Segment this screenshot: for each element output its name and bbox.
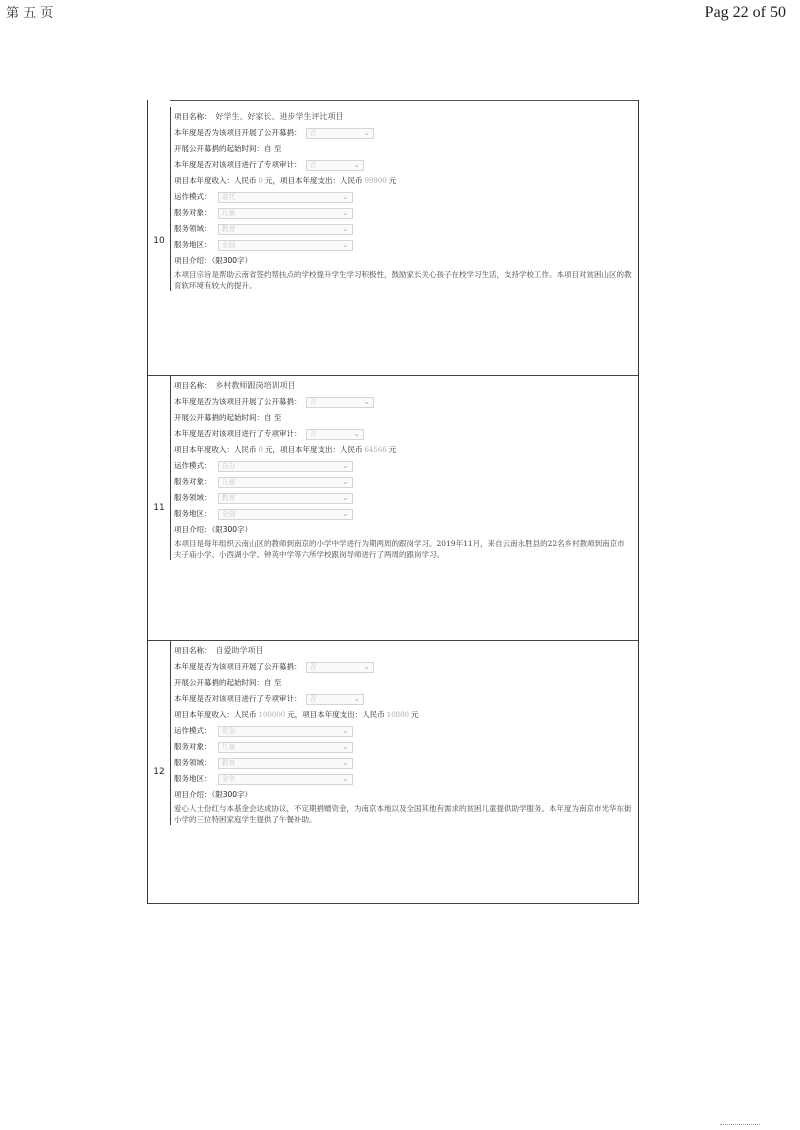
page-number: Pag 22 of 50 xyxy=(704,4,786,21)
service-region-value: 全国 xyxy=(221,241,236,249)
service-region-value: 全市 xyxy=(221,775,236,783)
service-field-line xyxy=(174,221,638,237)
chevron-down-icon: ⌄ xyxy=(363,129,370,137)
field-label: 服务领域： xyxy=(174,224,212,233)
chevron-down-icon: ⌄ xyxy=(342,510,349,518)
service-field-select[interactable] xyxy=(218,758,353,769)
public-label: 本年度是否为该项目开展了公开募捐： xyxy=(174,397,302,406)
service-target-select[interactable] xyxy=(218,477,353,488)
service-field-select[interactable] xyxy=(218,224,353,235)
mode-label: 运作模式： xyxy=(174,726,212,735)
operation-mode-value: 资金 xyxy=(221,727,236,735)
public-fundraising-select[interactable] xyxy=(306,662,374,673)
footer-mark xyxy=(720,1124,760,1128)
fundraising-time-line xyxy=(174,410,638,426)
name-label: 项目名称： xyxy=(174,381,212,390)
public-fundraising-select[interactable] xyxy=(306,397,374,408)
project-details xyxy=(170,641,638,825)
service-target-select[interactable] xyxy=(218,208,353,219)
intro-label-line xyxy=(174,253,638,269)
public-label: 本年度是否为该项目开展了公开募捐： xyxy=(174,128,302,137)
expense-label: ，项目本年度支出：人民币 xyxy=(272,176,363,185)
operation-mode-line xyxy=(174,458,638,474)
region-label: 服务地区： xyxy=(174,509,212,518)
name-label: 项目名称： xyxy=(174,112,212,121)
income-input[interactable]: 0 xyxy=(258,446,263,454)
service-region-select[interactable] xyxy=(218,240,353,251)
audit-line xyxy=(174,426,638,442)
mode-label: 运作模式： xyxy=(174,461,212,470)
target-label: 服务对象： xyxy=(174,477,212,486)
audit-label: 本年度是否对该项目进行了专项审计： xyxy=(174,160,302,169)
project-name: 自爱助学项目 xyxy=(215,646,264,655)
name-label: 项目名称： xyxy=(174,646,212,655)
project-description[interactable]: 本项目是每年组织云南山区的教师到南京的小学中学进行为期两周的跟岗学习。2019年11月，来自云南永胜县的22名乡村教师到南京市夫子庙小学、小西湖小学、钟英中学等六所学校跟岗导师进行了两周的跟岗学习。 xyxy=(174,539,625,559)
chevron-down-icon: ⌄ xyxy=(363,663,370,671)
service-target-line xyxy=(174,205,638,221)
income-label: 项目本年度收入：人民币 xyxy=(174,710,257,719)
public-fundraising-value: 否 xyxy=(309,398,317,406)
audit-line xyxy=(174,157,638,173)
yuan-label: 元 xyxy=(287,710,295,719)
table-top-border xyxy=(170,100,638,107)
income-input[interactable]: 100000 xyxy=(258,711,286,719)
service-target-value: 儿童 xyxy=(221,209,236,217)
fundraising-time-line xyxy=(174,141,638,157)
time-label: 开展公开募捐的起始时间：自 至 xyxy=(174,413,282,422)
region-label: 服务地区： xyxy=(174,774,212,783)
public-fundraising-line xyxy=(174,125,638,141)
yuan-label: 元 xyxy=(388,176,397,185)
expense-input[interactable]: 10800 xyxy=(386,711,410,719)
yuan-label: 元 xyxy=(264,176,273,185)
chevron-down-icon: ⌄ xyxy=(342,494,349,502)
public-fundraising-value: 否 xyxy=(309,663,317,671)
audit-label: 本年度是否对该项目进行了专项审计： xyxy=(174,429,302,438)
chevron-down-icon: ⌄ xyxy=(342,209,349,217)
chevron-down-icon: ⌄ xyxy=(363,398,370,406)
chevron-down-icon: ⌄ xyxy=(342,727,349,735)
yuan-label: 元 xyxy=(388,445,397,454)
intro-label: 项目介绍：（限300字） xyxy=(174,256,253,265)
operation-mode-line xyxy=(174,189,638,205)
public-fundraising-value: 否 xyxy=(309,129,317,137)
chevron-down-icon: ⌄ xyxy=(342,193,349,201)
service-region-value: 全国 xyxy=(221,510,236,518)
chevron-down-icon: ⌄ xyxy=(342,225,349,233)
public-fundraising-select[interactable] xyxy=(306,128,374,139)
service-field-select[interactable] xyxy=(218,493,353,504)
yuan-label: 元 xyxy=(264,445,273,454)
operation-mode-value: 自办 xyxy=(221,462,236,470)
audit-select[interactable] xyxy=(306,160,364,171)
service-region-line xyxy=(174,771,638,787)
project-name-line xyxy=(174,109,638,125)
chevron-down-icon: ⌄ xyxy=(342,743,349,751)
chevron-down-icon: ⌄ xyxy=(342,775,349,783)
service-region-select[interactable] xyxy=(218,774,353,785)
expense-input[interactable]: 64566 xyxy=(364,446,387,454)
service-target-line xyxy=(174,474,638,490)
fundraising-time-line xyxy=(174,675,638,691)
income-expense-line xyxy=(174,173,638,189)
chevron-down-icon: ⌄ xyxy=(353,161,360,169)
page-header-left: 第 五 页 xyxy=(6,6,54,21)
target-label: 服务对象： xyxy=(174,742,212,751)
yuan-label: 元 xyxy=(411,710,419,719)
field-label: 服务领域： xyxy=(174,493,212,502)
service-region-line xyxy=(174,506,638,522)
chevron-down-icon: ⌄ xyxy=(342,759,349,767)
expense-label: ，项目本年度支出：人民币 xyxy=(294,710,385,719)
intro-label-line xyxy=(174,522,638,538)
service-region-select[interactable] xyxy=(218,509,353,520)
time-label: 开展公开募捐的起始时间：自 至 xyxy=(174,678,282,687)
audit-label: 本年度是否对该项目进行了专项审计： xyxy=(174,694,302,703)
public-fundraising-line xyxy=(174,659,638,675)
chevron-down-icon: ⌄ xyxy=(353,695,360,703)
project-name: 好学生、好家长、进步学生评比项目 xyxy=(215,112,344,121)
chevron-down-icon: ⌄ xyxy=(353,430,360,438)
audit-line xyxy=(174,691,638,707)
project-name: 乡村教师跟岗培训项目 xyxy=(215,381,296,390)
row-number: 12 xyxy=(153,767,165,777)
target-label: 服务对象： xyxy=(174,208,212,217)
chevron-down-icon: ⌄ xyxy=(342,478,349,486)
project-description[interactable]: 本项目宗旨是帮助云南省签约帮扶点的学校提升学生学习积极性，鼓励家长关心孩子在校学习生活，支持学校工作。本项目对贫困山区的教育软环境有较大的提升。 xyxy=(174,270,632,290)
field-label: 服务领域： xyxy=(174,758,212,767)
mode-label: 运作模式： xyxy=(174,192,212,201)
income-label: 项目本年度收入：人民币 xyxy=(174,445,257,454)
income-input[interactable]: 0 xyxy=(258,177,263,185)
operation-mode-value: 委托 xyxy=(221,193,236,201)
row-number: 10 xyxy=(153,236,165,246)
operation-mode-select[interactable] xyxy=(218,726,353,737)
operation-mode-select[interactable] xyxy=(218,192,353,203)
chevron-down-icon: ⌄ xyxy=(342,462,349,470)
audit-value: 否 xyxy=(309,695,317,703)
region-label: 服务地区： xyxy=(174,240,212,249)
operation-mode-line xyxy=(174,723,638,739)
service-field-line xyxy=(174,755,638,771)
income-expense-line xyxy=(174,707,638,723)
income-expense-line xyxy=(174,442,638,458)
chevron-down-icon: ⌄ xyxy=(342,241,349,249)
intro-label-line xyxy=(174,787,638,803)
project-details xyxy=(170,376,638,560)
audit-value: 否 xyxy=(309,161,317,169)
project-row xyxy=(148,107,638,376)
income-label: 项目本年度收入：人民币 xyxy=(174,176,257,185)
public-label: 本年度是否为该项目开展了公开募捐： xyxy=(174,662,302,671)
project-name-line xyxy=(174,378,638,394)
intro-label: 项目介绍：（限300字） xyxy=(174,790,253,799)
operation-mode-select[interactable] xyxy=(218,461,353,472)
service-field-value: 教育 xyxy=(221,225,236,233)
audit-select[interactable] xyxy=(306,694,364,705)
row-number: 11 xyxy=(153,503,165,513)
intro-label: 项目介绍：（限300字） xyxy=(174,525,253,534)
projects-table xyxy=(147,100,639,904)
project-row xyxy=(148,376,638,641)
audit-value: 否 xyxy=(309,430,317,438)
expense-label: ，项目本年度支出：人民币 xyxy=(272,445,363,454)
service-target-select[interactable] xyxy=(218,742,353,753)
service-field-value: 教育 xyxy=(221,494,236,502)
public-fundraising-line xyxy=(174,394,638,410)
expense-input[interactable]: 99900 xyxy=(364,177,387,185)
service-region-line xyxy=(174,237,638,253)
service-target-value: 儿童 xyxy=(221,743,236,751)
time-label: 开展公开募捐的起始时间：自 至 xyxy=(174,144,282,153)
service-field-line xyxy=(174,490,638,506)
project-row xyxy=(148,641,638,904)
audit-select[interactable] xyxy=(306,429,364,440)
service-field-value: 教育 xyxy=(221,759,236,767)
service-target-value: 儿童 xyxy=(221,478,236,486)
service-target-line xyxy=(174,739,638,755)
project-description[interactable]: 爱心人士份红与本基金会达成协议，不定期捐赠资金，为南京本地以及全国其他有需求的贫困儿童提供助学服务。本年度为南京市光华东街小学的三位特困家庭学生提供了午餐补助。 xyxy=(174,804,632,824)
project-name-line xyxy=(174,643,638,659)
project-details xyxy=(170,107,638,291)
